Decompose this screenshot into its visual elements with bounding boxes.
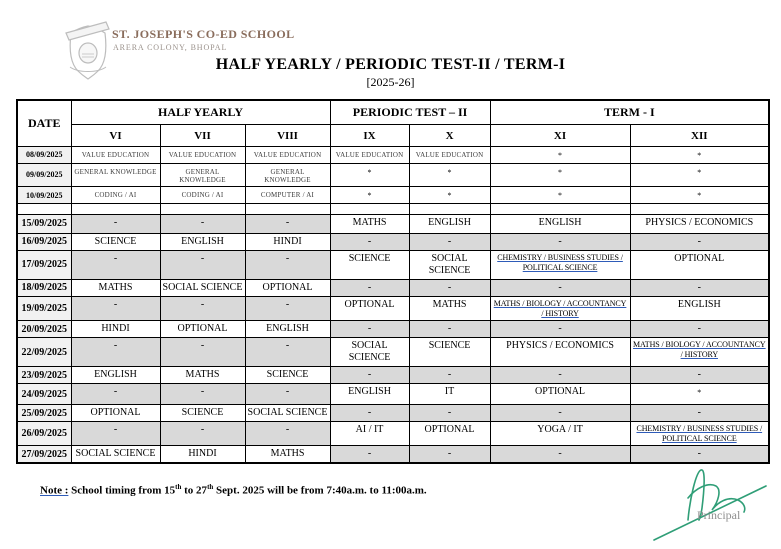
subject-cell: ENGLISH	[160, 233, 245, 250]
note-text-3: Sept. 2025 will be from 7:40a.m. to 11:00a.m.	[213, 484, 427, 497]
subject-cell: *	[330, 163, 409, 187]
subject-cell: PHYSICS / ECONOMICS	[490, 338, 630, 367]
subject-cell: *	[490, 163, 630, 187]
table-row	[17, 405, 769, 422]
subject-cell: GENERAL KNOWLEDGE	[71, 163, 160, 187]
group-header-term-1: TERM - I	[490, 100, 769, 125]
subject-cell: SOCIAL SCIENCE	[245, 405, 330, 422]
empty-cell	[160, 203, 245, 214]
subject-cell: -	[71, 250, 160, 279]
note-label: Note :	[40, 484, 69, 497]
subject-cell: ENGLISH	[409, 214, 490, 233]
date-cell: 23/09/2025	[17, 367, 71, 384]
subject-cell: -	[245, 338, 330, 367]
subject-cell: -	[630, 405, 769, 422]
subject-cell: VALUE EDUCATION	[245, 147, 330, 164]
subject-cell: OPTIONAL	[160, 321, 245, 338]
subject-text: MATHS / BIOLOGY / ACCOUNTANCY / HISTORY	[493, 298, 627, 318]
empty-cell	[630, 203, 769, 214]
class-header-vii: VII	[160, 125, 245, 147]
subject-cell: SOCIAL SCIENCE	[160, 279, 245, 296]
subject-cell: -	[160, 338, 245, 367]
subject-cell: *	[490, 187, 630, 204]
subject-cell: *	[490, 147, 630, 164]
subject-cell: SCIENCE	[330, 250, 409, 279]
subject-cell: MATHS	[409, 296, 490, 320]
separator-row	[17, 203, 769, 214]
subject-cell: COMPUTER / AI	[245, 187, 330, 204]
subject-cell: OPTIONAL	[245, 279, 330, 296]
subject-cell: *	[630, 384, 769, 405]
subject-cell: -	[630, 233, 769, 250]
empty-cell	[71, 203, 160, 214]
document-title: HALF YEARLY / PERIODIC TEST-II / TERM-I	[215, 56, 566, 73]
subject-cell: *	[409, 163, 490, 187]
subject-cell: SCIENCE	[71, 233, 160, 250]
note-sup-1: th	[175, 483, 182, 491]
subject-cell: GENERAL KNOWLEDGE	[245, 163, 330, 187]
subject-cell: -	[330, 405, 409, 422]
subject-cell: HINDI	[245, 233, 330, 250]
date-cell: 10/09/2025	[17, 187, 71, 204]
school-address: ARERA COLONY, BHOPAL	[113, 43, 228, 52]
subject-cell: CODING / AI	[71, 187, 160, 204]
group-header-periodic-test: PERIODIC TEST – II	[330, 100, 490, 125]
subject-cell: SCIENCE	[409, 338, 490, 367]
subject-cell: *	[409, 187, 490, 204]
subject-cell: SCIENCE	[245, 367, 330, 384]
subject-cell: -	[245, 250, 330, 279]
subject-cell: ENGLISH	[330, 384, 409, 405]
subject-cell: -	[160, 214, 245, 233]
timetable	[16, 99, 768, 464]
subject-cell: ENGLISH	[490, 214, 630, 233]
session-year: [2025-26]	[366, 75, 415, 89]
subject-cell: VALUE EDUCATION	[71, 147, 160, 164]
subject-cell: MATHS	[245, 446, 330, 464]
class-header-x: X	[409, 125, 490, 147]
date-cell: 16/09/2025	[17, 233, 71, 250]
subject-cell: VALUE EDUCATION	[160, 147, 245, 164]
subject-cell: MATHS	[330, 214, 409, 233]
table-row	[17, 296, 769, 320]
subject-cell: -	[630, 279, 769, 296]
date-cell: 24/09/2025	[17, 384, 71, 405]
subject-cell: -	[490, 446, 630, 464]
table-row	[17, 214, 769, 233]
subject-cell: -	[330, 233, 409, 250]
table-row	[17, 367, 769, 384]
subject-cell: -	[490, 279, 630, 296]
subject-cell: SOCIAL SCIENCE	[409, 250, 490, 279]
date-cell: 19/09/2025	[17, 296, 71, 320]
subject-cell: -	[245, 384, 330, 405]
subject-cell: OPTIONAL	[630, 250, 769, 279]
subject-text: MATHS / BIOLOGY / ACCOUNTANCY / HISTORY	[632, 340, 766, 359]
subject-cell: -	[490, 233, 630, 250]
date-cell: 27/09/2025	[17, 446, 71, 464]
subject-cell: IT	[409, 384, 490, 405]
subject-cell: ENGLISH	[71, 367, 160, 384]
note-text-2: to 27	[181, 484, 208, 497]
class-header-vi: VI	[71, 125, 160, 147]
subject-cell: -	[490, 405, 630, 422]
class-header-ix: IX	[330, 125, 409, 147]
table-row	[17, 321, 769, 338]
date-cell: 20/09/2025	[17, 321, 71, 338]
date-cell: 17/09/2025	[17, 250, 71, 279]
group-header-half-yearly: HALF YEARLY	[71, 100, 330, 125]
principal-label: Principal	[697, 508, 741, 522]
empty-cell	[490, 203, 630, 214]
class-header-viii: VIII	[245, 125, 330, 147]
subject-cell: -	[245, 214, 330, 233]
subject-cell: -	[409, 321, 490, 338]
date-cell: 25/09/2025	[17, 405, 71, 422]
class-header-xii: XII	[630, 125, 769, 147]
note-sup-2: th	[207, 483, 214, 491]
subject-cell: -	[71, 338, 160, 367]
subject-cell: HINDI	[160, 446, 245, 464]
subject-cell: -	[71, 214, 160, 233]
subject-text: CHEMISTRY / BUSINESS STUDIES / POLITICAL SCIENCE	[497, 252, 623, 272]
table-row	[17, 384, 769, 405]
table-row	[17, 163, 769, 187]
subject-cell: PHYSICS / ECONOMICS	[630, 214, 769, 233]
subject-cell: *	[630, 147, 769, 164]
table-row	[17, 233, 769, 250]
table-row	[17, 187, 769, 204]
subject-cell: GENERAL KNOWLEDGE	[160, 163, 245, 187]
subject-cell: *	[330, 187, 409, 204]
subject-cell: OPTIONAL	[490, 384, 630, 405]
table-row	[17, 279, 769, 296]
empty-cell	[409, 203, 490, 214]
subject-cell: -	[71, 296, 160, 320]
subject-cell: -	[330, 446, 409, 464]
subject-cell	[630, 338, 769, 367]
subject-cell: OPTIONAL	[71, 405, 160, 422]
subject-cell: -	[160, 422, 245, 446]
subject-cell: *	[630, 187, 769, 204]
subject-cell: SOCIAL SCIENCE	[330, 338, 409, 367]
subject-cell: -	[160, 384, 245, 405]
subject-cell: SCIENCE	[160, 405, 245, 422]
empty-cell	[17, 203, 71, 214]
subject-cell: HINDI	[71, 321, 160, 338]
subject-cell: -	[409, 233, 490, 250]
subject-cell: -	[409, 405, 490, 422]
empty-cell	[330, 203, 409, 214]
table-row	[17, 250, 769, 279]
subject-cell	[490, 250, 630, 279]
subject-cell: -	[160, 250, 245, 279]
subject-cell: VALUE EDUCATION	[330, 147, 409, 164]
subject-cell: -	[409, 367, 490, 384]
date-cell: 18/09/2025	[17, 279, 71, 296]
subject-cell: -	[630, 321, 769, 338]
subject-cell: -	[409, 446, 490, 464]
subject-cell: -	[330, 321, 409, 338]
subject-cell: -	[630, 446, 769, 464]
subject-cell: OPTIONAL	[409, 422, 490, 446]
subject-cell: ENGLISH	[630, 296, 769, 320]
subject-cell	[630, 422, 769, 446]
subject-cell: -	[330, 367, 409, 384]
subject-cell: -	[245, 422, 330, 446]
subject-cell: *	[630, 163, 769, 187]
subject-cell: MATHS	[160, 367, 245, 384]
subject-cell: YOGA / IT	[490, 422, 630, 446]
timetable-table	[16, 99, 770, 464]
date-cell: 15/09/2025	[17, 214, 71, 233]
subject-cell: -	[245, 296, 330, 320]
date-cell: 08/09/2025	[17, 147, 71, 164]
date-cell: 22/09/2025	[17, 338, 71, 367]
subject-cell: -	[71, 422, 160, 446]
subject-cell: AI / IT	[330, 422, 409, 446]
subject-cell: -	[490, 321, 630, 338]
table-row	[17, 338, 769, 367]
school-name: ST. JOSEPH'S CO-ED SCHOOL	[112, 27, 295, 41]
subject-cell: VALUE EDUCATION	[409, 147, 490, 164]
subject-cell: -	[409, 279, 490, 296]
note-text-1: School timing from 15	[68, 484, 176, 497]
subject-cell: MATHS	[71, 279, 160, 296]
date-cell: 09/09/2025	[17, 163, 71, 187]
subject-cell: -	[330, 279, 409, 296]
note	[40, 483, 427, 497]
date-cell: 26/09/2025	[17, 422, 71, 446]
empty-cell	[245, 203, 330, 214]
subject-cell: -	[630, 367, 769, 384]
subject-text: CHEMISTRY / BUSINESS STUDIES / POLITICAL SCIENCE	[636, 424, 763, 443]
subject-cell	[490, 296, 630, 320]
subject-cell: -	[160, 296, 245, 320]
subject-cell: CODING / AI	[160, 187, 245, 204]
subject-cell: SOCIAL SCIENCE	[71, 446, 160, 464]
date-column-header: DATE	[17, 100, 71, 147]
table-row	[17, 422, 769, 446]
table-row	[17, 147, 769, 164]
principal-signature-icon	[620, 458, 780, 546]
class-header-xi: XI	[490, 125, 630, 147]
subject-cell: ENGLISH	[245, 321, 330, 338]
subject-cell: -	[71, 384, 160, 405]
subject-cell: OPTIONAL	[330, 296, 409, 320]
subject-cell: -	[490, 367, 630, 384]
